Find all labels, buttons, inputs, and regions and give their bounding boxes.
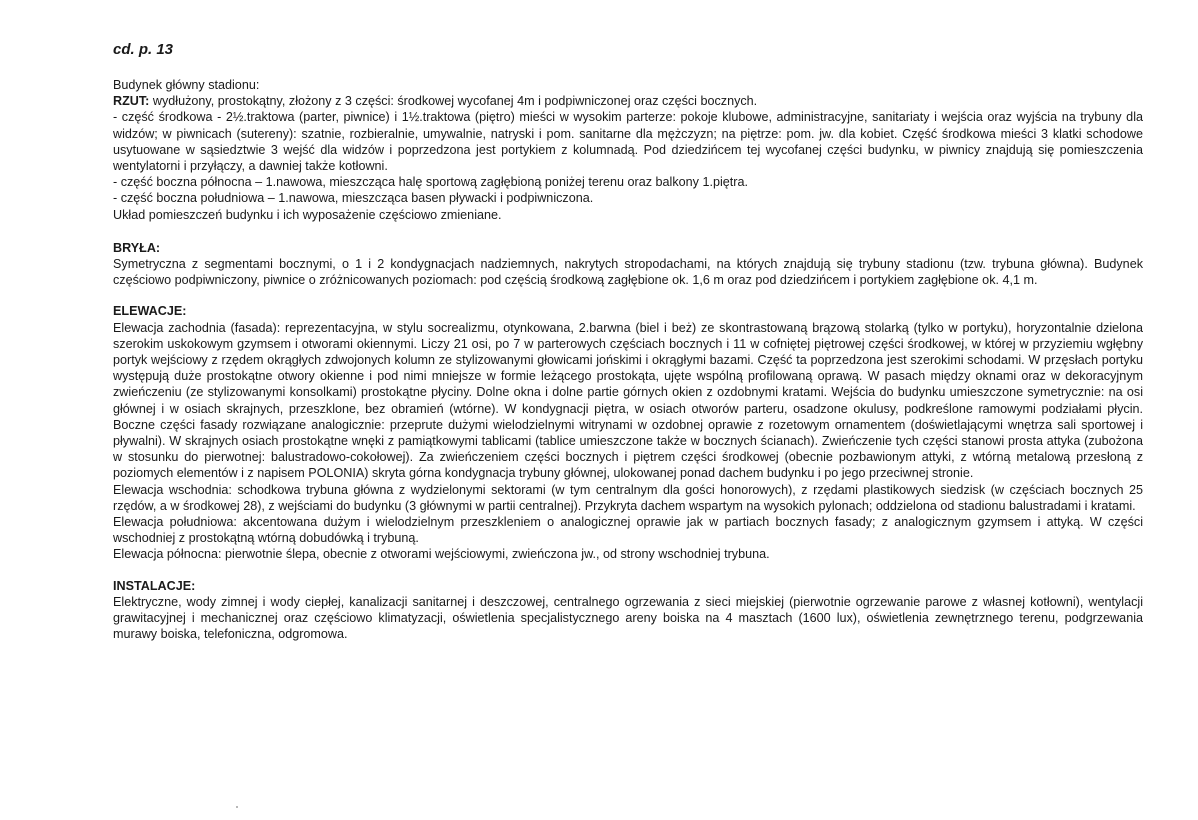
section-intro [113,77,1143,223]
document-page [113,40,1143,643]
intro-closing: Układ pomieszczeń budynku i ich wyposażenie częściowo zmieniane. [113,207,502,222]
rzut-label: RZUT: [113,94,150,109]
intro-heading: Budynek główny stadionu: [113,78,260,92]
intro-item-south: - część boczna południowa – 1.nawowa, mieszcząca basen pływacki i podpiwniczona. [113,191,594,206]
section-elewacje [113,303,1143,562]
elewacje-title: ELEWACJE: [113,304,187,319]
elewacja-zachodnia: Elewacja zachodnia (fasada): reprezentacyjna, w stylu socrealizmu, otynkowana, 2.barwna (biel i beż) ze skontrastowaną brązową stolarką (tylko w portyku), horyzontalnie dzielona szerokim uskokowym gzymsem i otworami okiennymi. Liczy 21 osi, po 7 w parterowych częściach bocznych i 11 w cofniętej piętrowej części środkowej, w której w przyziemiu wgłębny portyk wejściowy z rzędem okrągłych zdwojonych kolumn ze stylizowanymi głowicami jońskimi i okrągłymi bazami. Część ta poprzedzona jest szerokimi schodami. W przęsłach portyku występują duże prostokątne otwory okienne i pod nimi mniejsze w formie leżącego prostokąta, ujęte wspólną profilowaną oprawą. W pasach między oknami oraz w dekoracyjnym zwieńczeniu (ze stylizowanymi konsolkami) prostokątne płyciny. Dolne okna i dolne partie górnych okien z ozdobnymi kratami. Wejścia do budynku umieszczone symetrycznie: na osi głównej i w osiach skrajnych, przeszklone, bez obramień (wtórne). W kondygnacji piętra, w osiach otworów parteru, osadzone okulusy, podkreślone ramowymi podziałami płycin. Boczne części fasady rozwiązane analogicznie: przeprute dużymi wielodzielnymi witrynami w ozdobnej oprawie z rozetowym ornamentem (doświetlającymi wnętrza sali sportowej i pływalni). W skrajnych osiach prostokątne wnęki z pamiątkowymi tablicami (tablice umieszczone także w bocznych ścianach). Zwieńczenie tych części stanowi prosta attyka (zubożona w stosunku do pierwotnej: balustradowo-cokołowej). Za zwieńczeniem części bocznych i piętrem części środkowej (obecnie pozbawionym attyki, z wtórną metalową przesłoną z poziomych elementów i z napisem POLONIA) skryta górna kondygnacja trybuny głównej, ulokowanej ponad dachem budynku i po jego przeciwnej stronie. [113,320,1143,481]
rzut-paragraph [113,93,1143,109]
section-instalacje [113,578,1143,643]
scan-speck [236,806,238,808]
elewacja-poludniowa: Elewacja południowa: akcentowana dużym i wielodzielnym przeszkleniem o analogicznej oprawie jak w partiach bocznych fasady; z analogicznym gzymsem i attyką. W części wschodniej z prostokątną wtórną dobudówką i trybuną. [113,515,1143,546]
section-bryla [113,240,1143,289]
intro-item-middle: - część środkowa - 2½.traktowa (parter, piwnice) i 1½.traktowa (piętro) mieści w wysokim parterze: pokoje klubowe, administracyjne, sanitariaty i wejścia oraz wyjścia na trybuny dla widzów; w piwnicach (sutereny): szatnie, rozbieralnie, umywalnie, natryski i pom. sanitarne dla mężczyzn; na piętrze: pom. jw. dla kobiet. Część środkowa mieści 3 klatki schodowe usytuowane w sąsiedztwie 3 wejść dla widzów i poprzedzona jest portykiem z kolumnadą. Pod dziedzińcem tej wycofanej części budynku, w piwnicy znajdują się pomieszczenia wentylatorni i przyłączy, a dawniej także kotłowni. [113,110,1143,174]
intro-item-north: - część boczna północna – 1.nawowa, mieszcząca halę sportową zagłębioną poniżej terenu oraz balkony 1.piętra. [113,175,748,190]
bryla-text: Symetryczna z segmentami bocznymi, o 1 i 2 kondygnacjach nadziemnych, nakrytych stropodachami, na których znajdują się trybuny stadionu (tzw. trybuna główna). Budynek częściowo podpiwniczony, piwnice o zróżnicowanych poziomach: pod częścią środkową zagłębione ok. 1,6 m oraz pod dziedzińcem i portykiem zagłębione ok. 4,1 m. [113,257,1143,288]
instalacje-text: Elektryczne, wody zimnej i wody ciepłej, kanalizacji sanitarnej i deszczowej, centralnego ogrzewania z sieci miejskiej (pierwotnie ogrzewanie parowe z własnej kotłowni), wentylacji grawitacyjnej i mechanicznej oraz częściowo klimatyzacji, oświetlenia specjalistycznego areny boiska na 4 masztach (1600 lux), oświetlenia zewnętrznego terenu, podgrzewania murawy boiska, telefoniczna, odgromowa. [113,594,1143,642]
page-continuation-header: cd. p. 13 [113,41,174,58]
elewacja-wschodnia: Elewacja wschodnia: schodkowa trybuna główna z wydzielonymi sektorami (w tym centralnym dla gości honorowych), z rzędami plastikowych siedzisk (w częściach bocznych 25 rzędów, a w środkowej 28), z wejściami do budynku (3 głównymi w partii centralnej). Przykryta dachem wspartym na wysokich pylonach; oddzielona od stadionu balustradami i kratami. [113,482,1143,513]
elewacja-polnocna: Elewacja północna: pierwotnie ślepa, obecnie z otworami wejściowymi, zwieńczona jw., od strony wschodniej trybuna. [113,547,770,562]
instalacje-title: INSTALACJE: [113,578,196,593]
bryla-title: BRYŁA: [113,240,161,255]
rzut-text: wydłużony, prostokątny, złożony z 3 części: środkowej wycofanej 4m i podpiwniczonej oraz części bocznych. [149,94,758,109]
